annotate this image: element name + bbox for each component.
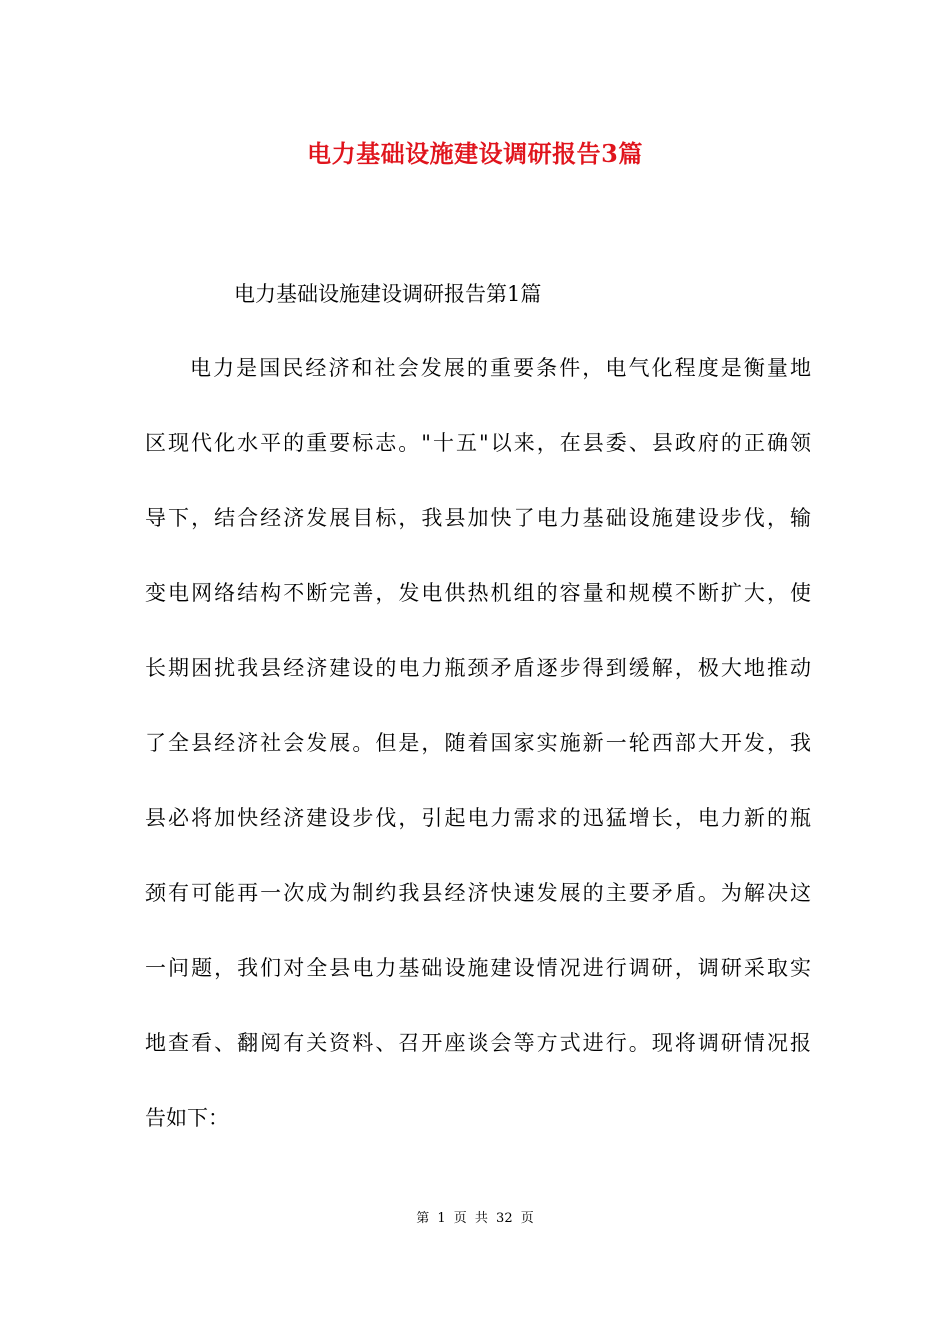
paragraph-line: 区现代化水平的重要标志。"十五"以来，在县委、县政府的正确领 — [145, 431, 811, 455]
section-heading: 电力基础设施建设调研报告第1篇 — [234, 282, 542, 306]
page-footer: 第 1 页 共 32 页 — [416, 1211, 534, 1226]
paragraph-line: 一问题，我们对全县电力基础设施建设情况进行调研，调研采取实 — [145, 956, 811, 980]
paragraph-line: 导下，结合经济发展目标，我县加快了电力基础设施建设步伐，输 — [145, 506, 811, 530]
paragraph-line: 县必将加快经济建设步伐，引起电力需求的迅猛增长，电力新的瓶 — [145, 806, 811, 830]
paragraph-line: 地查看、翻阅有关资料、召开座谈会等方式进行。现将调研情况报 — [145, 1031, 811, 1055]
paragraph-line: 长期困扰我县经济建设的电力瓶颈矛盾逐步得到缓解，极大地推动 — [145, 656, 811, 680]
paragraph-line: 变电网络结构不断完善，发电供热机组的容量和规模不断扩大，使 — [145, 581, 811, 605]
paragraph-line: 电力是国民经济和社会发展的重要条件，电气化程度是衡量地 — [190, 356, 811, 380]
paragraph-line: 了全县经济社会发展。但是，随着国家实施新一轮西部大开发，我 — [145, 731, 811, 755]
paragraph-line: 颈有可能再一次成为制约我县经济快速发展的主要矛盾。为解决这 — [145, 881, 811, 905]
paragraph-line: 告如下： — [145, 1106, 229, 1130]
document-title: 电力基础设施建设调研报告3篇 — [307, 139, 643, 168]
